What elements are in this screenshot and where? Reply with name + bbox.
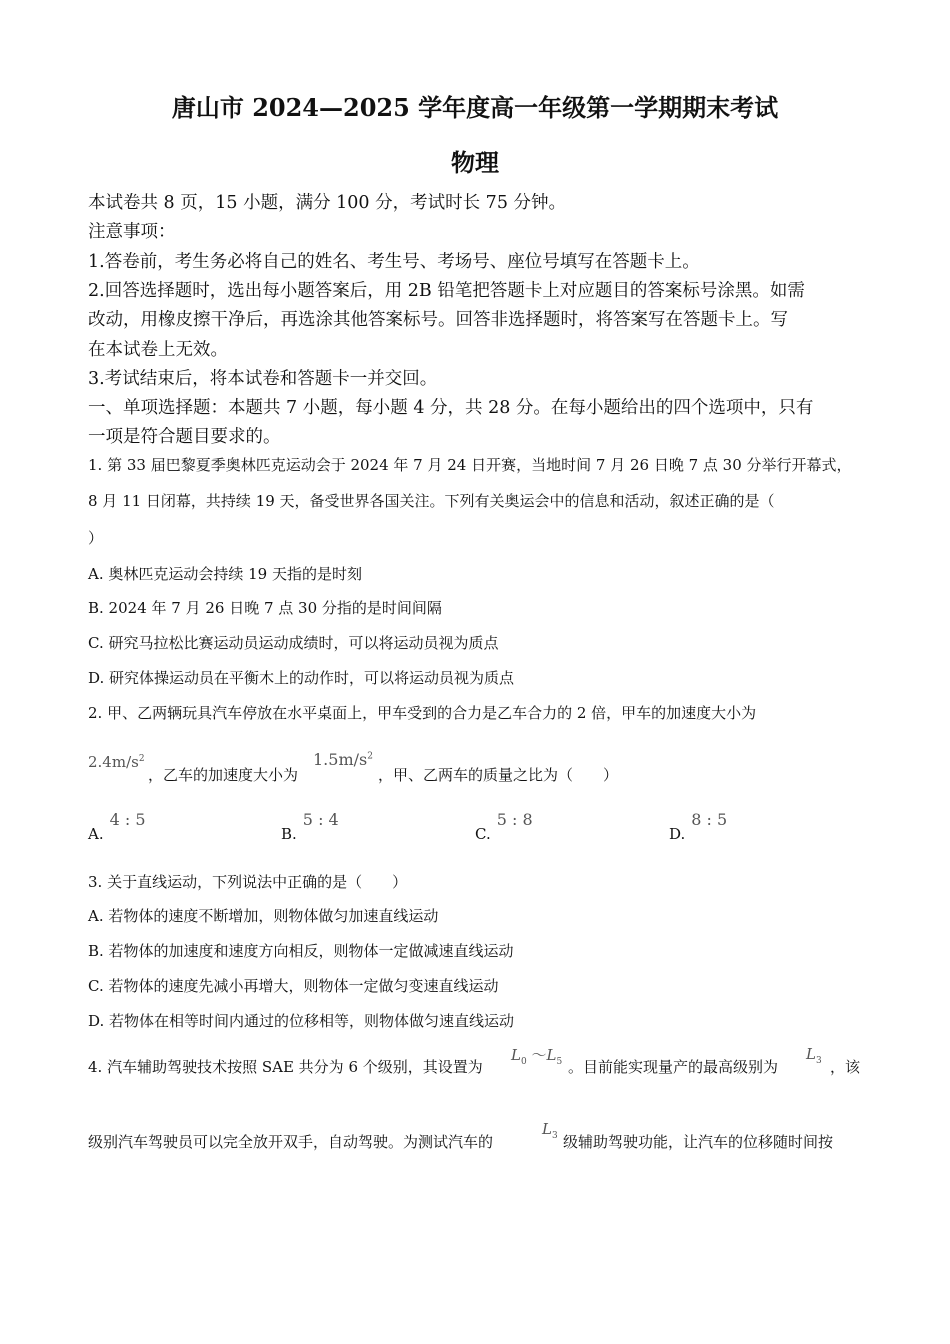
q4-stem-mid: 。目前能实现量产的最高级别为 (568, 1058, 779, 1076)
q3-option-a: A. 若物体的速度不断增加，则物体做匀加速直线运动 (88, 907, 439, 925)
q1-stem: 1. 第 33 届巴黎夏季奥林匹克运动会于 2024 年 7 月 24 日开赛，当地时间 7 月 26 日晚 7 点 30 分举行开幕式， (88, 456, 852, 474)
q3-option-b: B. 若物体的加速度和速度方向相反，则物体一定做减速直线运动 (88, 942, 514, 960)
q1-option-c: C. 研究马拉松比赛运动员运动成绩时，可以将运动员视为质点 (88, 634, 499, 652)
q2-acc2: $1.5m/s^2$ (313, 750, 373, 769)
exam-title: 唐山市 2024—2025 学年度高一年级第一学期期末考试 (171, 93, 779, 122)
q4-stem-end: ，该 (830, 1058, 861, 1076)
q1-option-b: B. 2024 年 7 月 26 日晚 7 点 30 分指的是时间间隔 (88, 599, 442, 617)
q3-stem: 3. 关于直线运动，下列说法中正确的是（ ） (88, 873, 408, 891)
q2-option-b: B.5 : 4 (281, 810, 339, 843)
q4-level-test: $L_3$ (542, 1120, 558, 1141)
notice-item-2: 2.回答选择题时，选出每小题答案后，用 2B 铅笔把答题卡上对应题目的答案标号涂黑。如需 (88, 281, 805, 301)
q4-level-range: $L_0$ $\sim L_5$ (511, 1046, 563, 1067)
q2-option-a: A.4 : 5 (88, 810, 146, 843)
q1-option-a: A. 奥林匹克运动会持续 19 天指的是时刻 (88, 565, 362, 583)
q1-stem-end: ） (88, 529, 104, 547)
q1-option-d: D. 研究体操运动员在平衡木上的动作时，可以将运动员视为质点 (88, 669, 515, 687)
q4-line2-end: 级辅助驾驶功能，让汽车的位移随时间按 (563, 1133, 834, 1151)
q3-option-c: C. 若物体的速度先减小再增大，则物体一定做匀变速直线运动 (88, 977, 499, 995)
q3-option-d: D. 若物体在相等时间内通过的位移相等，则物体做匀速直线运动 (88, 1012, 515, 1030)
q4-stem: 4. 汽车辅助驾驶技术按照 SAE 共分为 6 个级别，其设置为 (88, 1058, 483, 1076)
q4-line2: 级别汽车驾驶员可以完全放开双手，自动驾驶。为测试汽车的 (88, 1133, 494, 1151)
notice-item-2-end: 在本试卷上无效。 (88, 340, 228, 360)
notice-item-1: 1.答卷前，考生务必将自己的姓名、考生号、考场号、座位号填写在答题卡上。 (88, 252, 700, 272)
q2-option-c: C.5 : 8 (475, 810, 533, 843)
q2-acc1: $2.4m/s^2$ (88, 753, 145, 771)
section-heading-cont: 一项是符合题目要求的。 (88, 427, 281, 447)
q2-mid: ，乙车的加速度大小为 (148, 766, 299, 784)
q2-tail: ，甲、乙两车的质量之比为（ ） (378, 766, 619, 784)
notice-item-2-cont: 改动，用橡皮擦干净后，再选涂其他答案标号。回答非选择题时，将答案写在答题卡上。写 (88, 310, 788, 330)
q2-stem: 2. 甲、乙两辆玩具汽车停放在水平桌面上，甲车受到的合力是乙车合力的 2 倍，甲车的加速度大小为 (88, 704, 757, 722)
section-heading: 一、单项选择题：本题共 7 小题，每小题 4 分，共 28 分。在每小题给出的四个选项中，只有 (88, 398, 814, 418)
subject-title: 物理 (451, 148, 499, 177)
exam-info: 本试卷共 8 页，15 小题，满分 100 分，考试时长 75 分钟。 (88, 193, 567, 213)
q1-stem-cont: 8 月 11 日闭幕，共持续 19 天，备受世界各国关注。下列有关奥运会中的信息和活动，叙述正确的是（ (88, 492, 775, 510)
q4-level-max: $L_3$ (806, 1045, 822, 1066)
notice-item-3: 3.考试结束后，将本试卷和答题卡一并交回。 (88, 369, 438, 389)
q2-option-d: D.8 : 5 (669, 810, 728, 843)
notice-heading: 注意事项： (88, 222, 176, 242)
